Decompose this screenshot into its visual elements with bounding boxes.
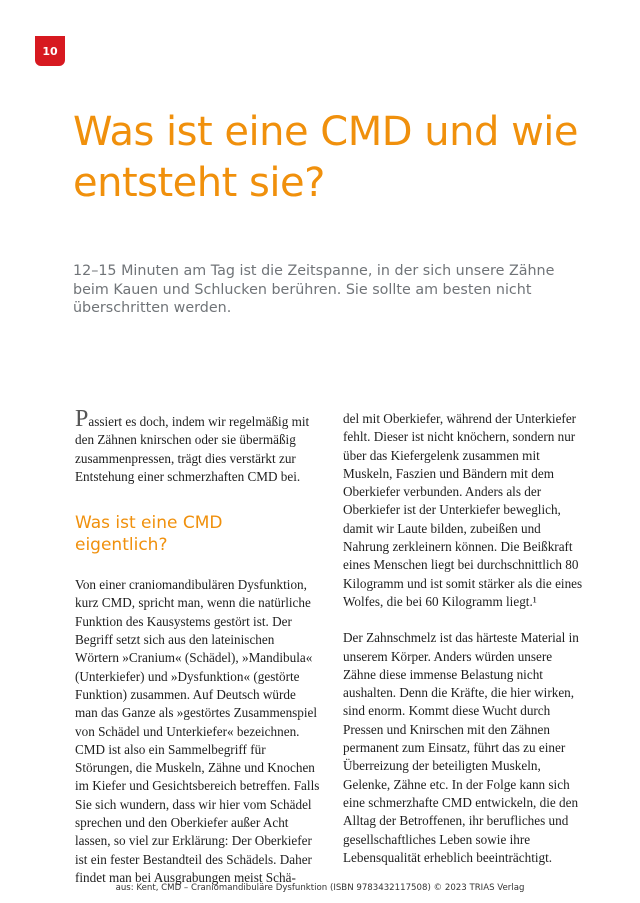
section-subheading: Was ist eine CMD eigentlich? (75, 513, 223, 556)
left-paragraph-1-text: assiert es doch, indem wir regelmäßig mit den Zähnen knirschen oder sie übermäßig zusammenpressen, trägt dies verstärkt zur Entstehung einer schmerzhaften CMD bei. (75, 414, 310, 484)
footer-citation: aus: Kent, CMD – Craniomandibuläre Dysfunktion (ISBN 9783432117508) © 2023 TRIAS Verlag (115, 883, 525, 893)
right-paragraph-1: del mit Oberkiefer, während der Unterkiefer fehlt. Dieser ist nicht knöchern, sondern nur über das Kiefergelenk zusammen mit Muskeln, Faszien und Bändern mit dem Oberkiefer verbunden. Anders als der Oberkiefer ist der Unterkiefer beweglich, damit wir Laute bilden, zubeißen und Nahrung zerkleinern können. Die Beißkraft eines Menschen liegt bei durchschnittlich 80 Kilogramm und ist somit stärker als die eines Wolfes, die bei 60 Kilogramm liegt.¹ (343, 411, 583, 609)
left-paragraph-2: Von einer craniomandibulären Dysfunktion, kurz CMD, spricht man, wenn die natürliche Funktion des Kausystems gestört ist. Der Begriff setzt sich aus den lateinischen Wörtern »Cranium« (Schädel), »Mandibula« (Unterkiefer) und »Dysfunktion« (gestörte Funktion) zusammen. Auf Deutsch würde man das Ganze als »gestörtes Zusammenspiel von Schädel und Unterkiefer« bezeichnen. CMD ist also ein Sammelbegriff für Störungen, die Muskeln, Zähne und Knochen im Kiefer und Gesichtsbereich betreffen. Falls Sie sich wundern, dass wir hier vom Schädel sprechen und den Oberkiefer außer Acht lassen, so viel zur Erklärung: Der Oberkiefer ist ein fester Bestandteil des Schädels. Daher findet man bei Ausgrabungen meist Schä- (75, 577, 320, 885)
page-number: 10 (42, 44, 58, 58)
right-paragraph-2: Der Zahnschmelz ist das härteste Material in unserem Körper. Anders würden unsere Zähne diese immense Belastung nicht aushalten. Denn die Kräfte, die hier wirken, sind enorm. Kommt diese Wucht durch Pressen und Knirschen mit den Zähnen permanent zum Einsatz, führt das zu einer Überreizung der beteiligten Muskeln, Gelenke, Zähne etc. In der Folge kann sich eine schmerzhafte CMD entwickeln, die den Alltag der Betroffenen, ihr berufliches und gesellschaftliches Leben sowie ihre Lebensqualität erheblich beeinträchtigt. (343, 630, 579, 865)
right-column (343, 410, 588, 867)
left-paragraph-1 (75, 406, 320, 486)
page-title: Was ist eine CMD und wie entsteht sie? (73, 109, 579, 206)
page-number-badge (35, 36, 65, 66)
dropcap-letter: P (75, 406, 89, 432)
left-column (75, 406, 320, 887)
intro-text: 12–15 Minuten am Tag ist die Zeitspanne, in der sich unsere Zähne beim Kauen und Schlucken berühren. Sie sollte am besten nicht überschritten werden. (73, 263, 555, 316)
